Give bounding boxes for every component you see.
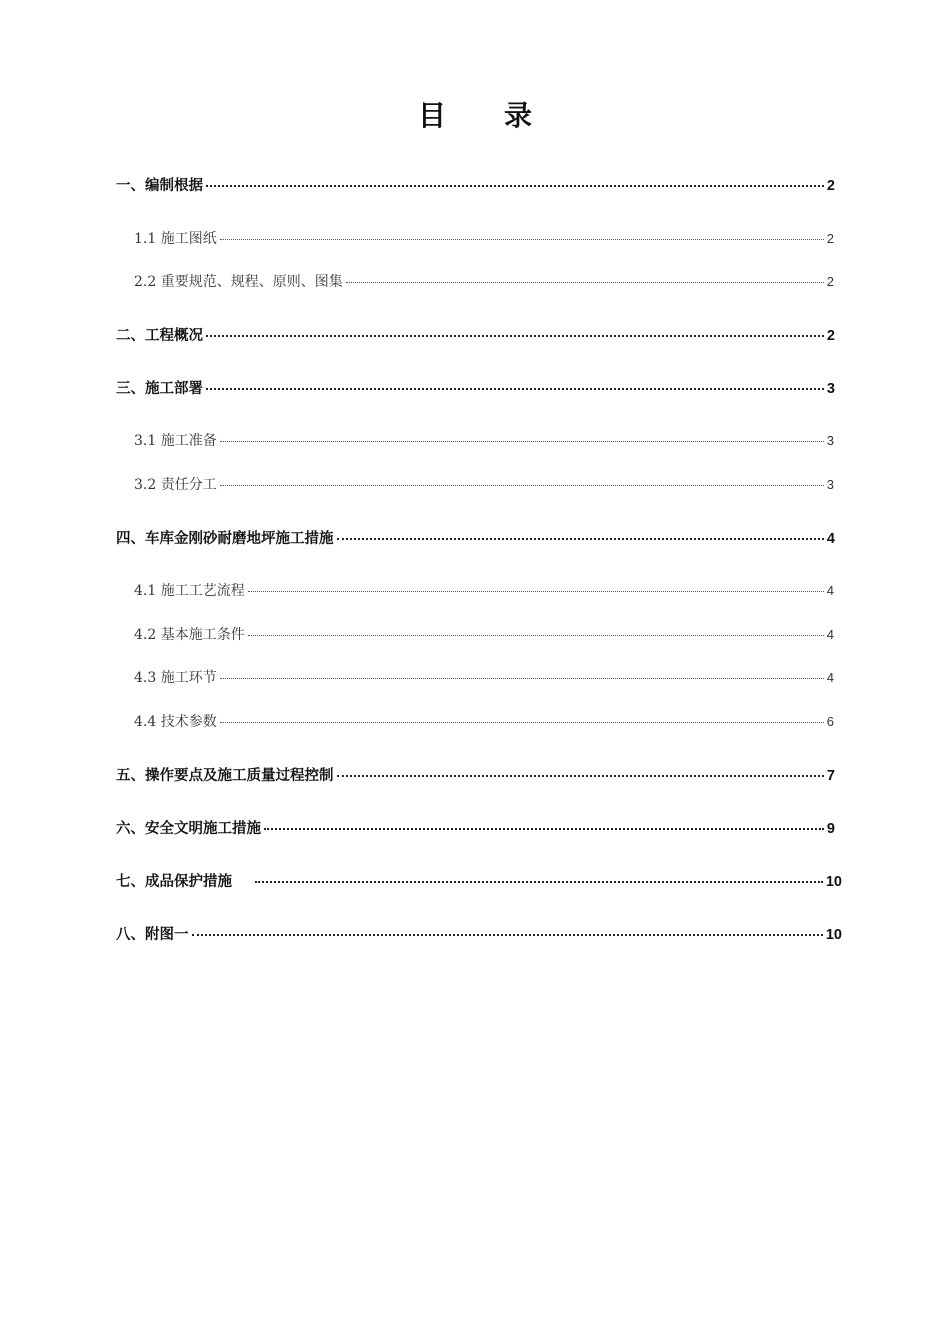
toc-entry-page: 7 (826, 768, 835, 784)
page-title (0, 94, 950, 134)
toc-entry-label: 八、附图一 (116, 927, 189, 943)
toc-entry-page: 3 (826, 381, 835, 397)
dot-leader (220, 722, 824, 723)
dot-leader (220, 239, 824, 240)
toc-entry-page: 3 (826, 477, 834, 492)
toc-entry-label: 4.2 基本施工条件 (134, 627, 245, 643)
toc-entry-page: 2 (826, 328, 835, 344)
toc-entry-page: 2 (826, 178, 835, 194)
toc-entry-label: 3.2 责任分工 (134, 477, 217, 493)
dot-leader (248, 591, 824, 592)
dot-leader (220, 678, 824, 679)
toc-subentry[interactable] (134, 430, 834, 450)
dot-leader (220, 441, 824, 442)
toc-subentry[interactable] (134, 271, 834, 291)
toc-entry-label: 三、施工部署 (116, 381, 203, 397)
toc-entry-page: 10 (825, 927, 842, 943)
toc-entry[interactable] (116, 174, 835, 195)
toc-subentry[interactable] (134, 624, 834, 644)
dot-leader (337, 775, 824, 777)
toc-entry[interactable] (116, 764, 835, 785)
toc-subentry[interactable] (134, 667, 834, 687)
toc-entry-label: 六、安全文明施工措施 (116, 821, 261, 837)
toc-entry-page: 9 (826, 821, 835, 837)
title-char-2: 录 (504, 99, 533, 132)
toc-entry[interactable] (116, 923, 842, 944)
dot-leader (206, 335, 824, 337)
toc-entry-page: 10 (825, 874, 842, 890)
toc-entry-label: 四、车库金刚砂耐磨地坪施工措施 (116, 531, 334, 547)
toc-entry-label: 4.4 技术参数 (134, 714, 217, 730)
dot-leader (248, 635, 824, 636)
dot-leader (337, 538, 824, 540)
toc-entry[interactable] (116, 527, 835, 548)
toc-subentry[interactable] (134, 580, 834, 600)
toc-entry-label: 3.1 施工准备 (134, 433, 217, 449)
toc-subentry[interactable] (134, 711, 834, 731)
toc-entry-label: 1.1 施工图纸 (134, 231, 217, 247)
dot-leader (192, 934, 823, 936)
toc-entry[interactable] (116, 870, 842, 891)
dot-leader (264, 828, 824, 830)
toc-entry[interactable] (116, 817, 835, 838)
dot-leader (255, 881, 823, 883)
dot-leader (206, 185, 824, 187)
toc-subentry[interactable] (134, 474, 834, 494)
toc-entry-label: 七、成品保护措施 (116, 874, 232, 890)
toc-entry-page: 4 (826, 627, 834, 642)
toc-entry-page: 2 (826, 274, 834, 289)
title-char-1: 目 (417, 99, 446, 132)
toc-entry-page: 3 (826, 433, 834, 448)
toc-entry-label: 4.3 施工环节 (134, 670, 217, 686)
toc-entry-label: 4.1 施工工艺流程 (134, 583, 245, 599)
dot-leader (220, 485, 824, 486)
toc-entry-label: 一、编制根据 (116, 178, 203, 194)
toc-entry[interactable] (116, 324, 835, 345)
dot-leader (346, 282, 824, 283)
toc-entry-page: 6 (826, 714, 834, 729)
toc-entry-page: 4 (826, 670, 834, 685)
toc-entry-label: 五、操作要点及施工质量过程控制 (116, 768, 334, 784)
toc-entry[interactable] (116, 377, 835, 398)
toc-entry-page: 2 (826, 231, 834, 246)
toc-entry-label: 2.2 重要规范、规程、原则、图集 (134, 274, 343, 290)
dot-leader (206, 388, 824, 390)
toc-entry-page: 4 (826, 583, 834, 598)
toc-subentry[interactable] (134, 228, 834, 248)
toc-entry-page: 4 (826, 531, 835, 547)
toc-entry-label: 二、工程概况 (116, 328, 203, 344)
